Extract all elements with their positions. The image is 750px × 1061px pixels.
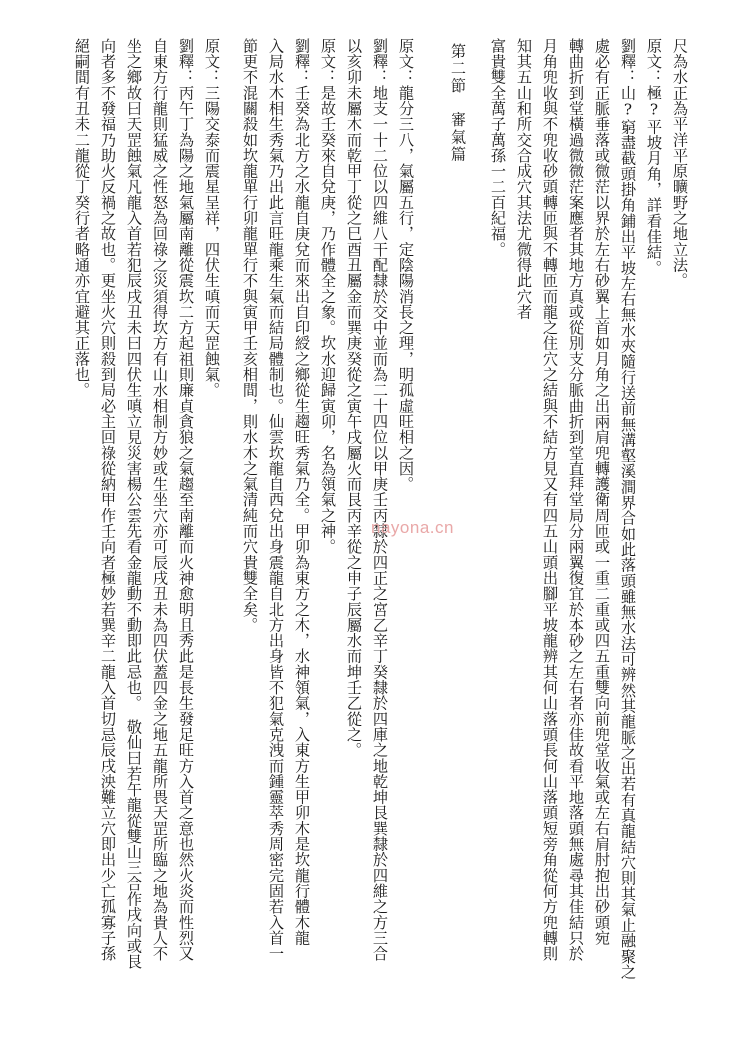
watermark: nayona.cn	[371, 518, 454, 537]
text-column-18: 劉釋：丙午丁為陽之地氣屬南離從震坎二方起祖則廉貞貪狼之氣趨至南離而火神愈明且秀此是長生發足旺方入首之意也然火炎而性烈又	[177, 38, 195, 962]
text-column-3: 劉釋：山?窮盡截頭掛角鋪出平坡左右無水夾隨行送前無溝壑溪澗界合如此落頭雖無水法可辨然其龍脈之出若有真龍結穴則其氣止融聚之	[619, 38, 637, 980]
text-column-13: 原文：是故壬癸來自兌庚，乃作體全之象。坎水迎歸寅卯，名為領氣之神。	[319, 38, 337, 555]
text-column-7: 知其五山和所交合成穴其法尤微得此穴者	[515, 38, 533, 320]
text-column-11: 劉釋：地支一十二位以四維八干配隸於交中並而為二十四位以甲庚壬丙隸於四正之宮乙辛丁癸隸於四庫之地乾坤艮巽隸於四維之方三合	[371, 38, 389, 962]
section-heading: 第二節 審氣篇	[449, 43, 467, 164]
text-column-12: 以亥卯未屬木而乾甲丁從之巳酉丑屬金而巽庚癸從之寅午戌屬火而艮丙辛從之申子辰屬水而坤壬乙從之。	[345, 38, 363, 758]
text-column-15: 入局水木相生秀氣乃出此言旺龍乘生氣而結局體制也。仙雲坎龍自西兌出身震龍自北方出身皆不犯氣克洩而鍾靈萃秀周密完固若入首一	[267, 38, 285, 962]
text-column-6: 月角兜收與不兜收砂頭轉匝與不轉匝而龍之住穴之結與不結方見又有四五山頭出腳平坡龍辨其何山落頭長何山落頭短旁角從何方兜轉則	[541, 38, 559, 962]
text-column-8: 富貴雙全萬子萬孫一二百紀福。	[489, 38, 507, 258]
text-column-21: 向者多不發福乃助火反禍之故也。更坐火穴則殺到局必主回祿從納甲作壬向者極妙若巽辛二龍入首切忌辰戌泱難立穴即出少亡孤寡子孫	[99, 38, 117, 962]
text-column-2: 原文：極?平坡月角，詳看佳結。	[645, 38, 663, 276]
text-column-17: 原文：三陽交泰而震星呈祥，四伏生嗔而天罡蝕氣。	[203, 38, 221, 398]
text-column-19: 自東方行龍則猛威之性怒為回祿之災須得坎方有山水相制方妙或生坐穴亦可辰戌丑未為四伏蓋四金之地五龍所畏天罡所臨之地為貴人不	[151, 38, 169, 962]
text-column-5: 轉曲折到堂橫過微微茫案應者其地方真或從別支分脈曲折到堂直拜堂局分兩翼復宜於本砂之左右者亦佳故看平地落頭無處尋其佳結只於	[567, 38, 585, 962]
text-column-4: 處必有正脈垂落或微茫以界於左右砂翼上首如月角之出兩肩兜轉護衛周匝或一重二重或四五重雙向前兜堂收氣或左右肩肘抱出砂頭宛	[593, 38, 611, 946]
text-column-20: 坐之鄉故曰天罡蝕氣凡龍入首若犯辰戌丑未曰四伏生嗔立見災害楊公雲先看金龍動不動即此忌也。 敬仙曰若午龍從雙山三合作戌向或艮	[125, 38, 143, 970]
text-column-14: 劉釋：壬癸為北方之水龍自庚兌而來出自印綬之鄉從生趨旺秀氣乃全。甲卯為東方之木，水神領氣，入東方生甲卯木是坎龍行體木龍	[293, 38, 311, 946]
text-column-22: 絕嗣間有丑未二龍從丁癸行者略通亦宜避其正落也。	[73, 38, 91, 398]
text-column-1: 尺為水正為平洋平原曠野之地立法。	[671, 38, 689, 289]
text-column-16: 節更不混關殺如坎龍單行卯龍單行不與寅甲壬亥相間，則水木之氣清純而穴貴雙全矣。	[241, 38, 259, 633]
text-column-10: 原文：龍分三八，氣屬五行，定陰陽消長之理，明孤虛旺相之因。	[397, 38, 415, 492]
